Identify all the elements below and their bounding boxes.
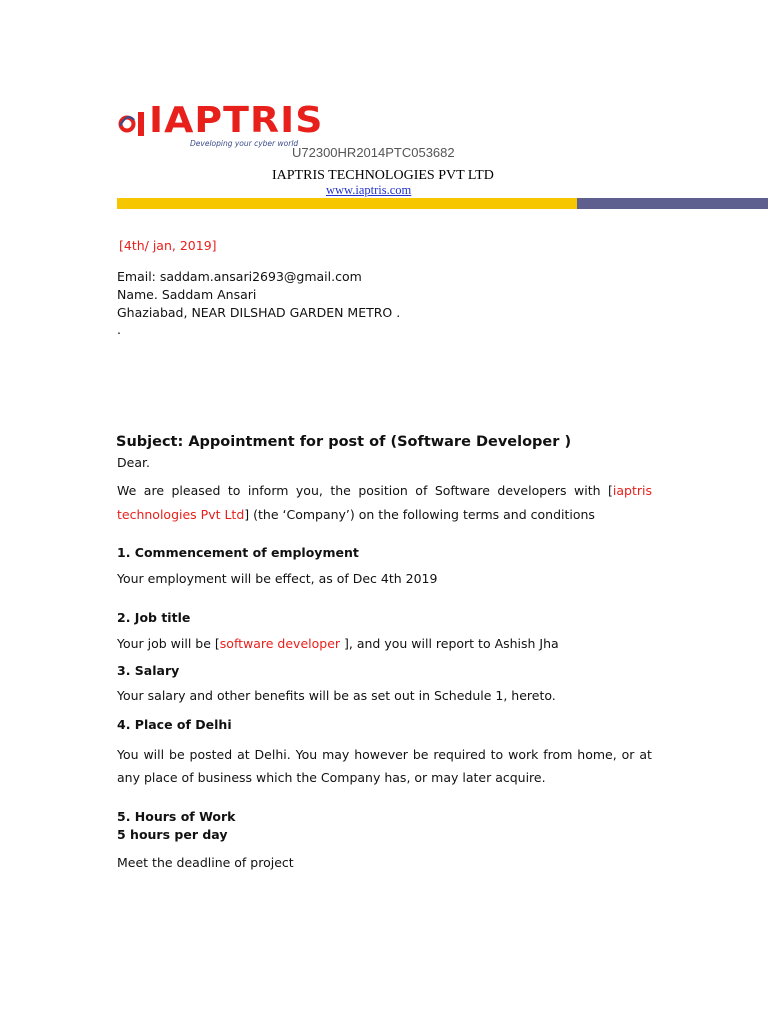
section-4-word: or: [621, 747, 635, 762]
section-4-word: work: [508, 747, 539, 762]
logo-wordmark: IAPTRIS: [149, 100, 324, 141]
section-5-text: Meet the deadline of project: [117, 855, 294, 870]
intro-word: Software: [434, 483, 490, 498]
section-2-heading: 2. Job title: [117, 610, 191, 625]
section-5-heading: 5. Hours of Work: [117, 809, 236, 824]
intro-word: to: [227, 483, 241, 498]
section-3-text: Your salary and other benefits will be as set out in Schedule 1, hereto.: [117, 688, 556, 703]
company-website-link[interactable]: www.iaptris.com: [326, 183, 412, 197]
section-4-word: You: [117, 747, 139, 762]
intro-line-2: [117, 507, 595, 522]
intro-word: of: [415, 483, 428, 498]
section-4-word: however: [354, 747, 408, 762]
intro-word: We: [117, 483, 137, 498]
intro-word: you,: [295, 483, 323, 498]
header-divider-blue: [577, 198, 768, 209]
intro-word: the: [330, 483, 351, 498]
section-1-text: Your employment will be effect, as of Dec 4th 2019: [117, 571, 438, 586]
section-4-word: Delhi.: [254, 747, 291, 762]
header-divider-yellow: [117, 198, 577, 209]
intro-word: inform: [247, 483, 289, 498]
section-4-word: will: [143, 747, 165, 762]
letter-subject: Subject: Appointment for post of (Software Developer ): [116, 434, 572, 450]
section-2-text-after: ], and you will report to Ashish Jha: [340, 636, 559, 651]
recipient-dot: .: [117, 322, 121, 337]
section-3-heading: 3. Salary: [117, 663, 180, 678]
intro-word: with: [574, 483, 601, 498]
salutation: Dear.: [117, 455, 150, 470]
section-4-word: at: [639, 747, 652, 762]
section-4-word: required: [433, 747, 486, 762]
section-2-text-before: Your job will be [: [117, 636, 220, 651]
section-4-word: be: [412, 747, 429, 762]
section-4-word: to: [490, 747, 504, 762]
logo-tagline: Developing your cyber world: [190, 139, 299, 148]
recipient-name: Name. Saddam Ansari: [117, 287, 257, 302]
section-4-word: from: [543, 747, 573, 762]
section-2-text: [117, 636, 559, 651]
intro-company-bracket: [iaptris: [608, 483, 652, 498]
letter-date: [4th/ jan, 2019]: [119, 238, 217, 253]
section-4-word: be: [169, 747, 185, 762]
section-4-word: home,: [577, 747, 617, 762]
intro-word: pleased: [171, 483, 221, 498]
section-4-line-2: any place of business which the Company has, or may later acquire.: [117, 770, 546, 785]
intro-word: are: [143, 483, 165, 498]
intro-line-2-text: ] (the ‘Company’) on the following terms and conditions: [244, 507, 595, 522]
logo-mark-icon: [119, 112, 145, 136]
section-4-line-1: [117, 747, 652, 762]
section-4-heading: 4. Place of Delhi: [117, 717, 232, 732]
registration-number: U72300HR2014PTC053682: [292, 145, 455, 160]
intro-word: position: [358, 483, 408, 498]
section-4-word: at: [237, 747, 250, 762]
recipient-email: Email: saddam.ansari2693@gmail.com: [117, 269, 362, 284]
section-4-word: may: [322, 747, 350, 762]
intro-company-highlight: iaptris: [612, 483, 652, 498]
section-1-heading: 1. Commencement of employment: [117, 545, 359, 560]
job-title-highlight: software developer: [219, 636, 341, 651]
recipient-address: Ghaziabad, NEAR DILSHAD GARDEN METRO .: [117, 305, 401, 320]
section-4-word: You: [295, 747, 318, 762]
company-name: IAPTRIS TECHNOLOGIES PVT LTD: [272, 168, 494, 183]
section-5-subheading: 5 hours per day: [117, 827, 228, 842]
intro-word: developers: [497, 483, 567, 498]
intro-line-1: [117, 483, 652, 498]
section-4-word: posted: [189, 747, 233, 762]
intro-company-highlight-2: technologies Pvt Ltd: [117, 507, 245, 522]
